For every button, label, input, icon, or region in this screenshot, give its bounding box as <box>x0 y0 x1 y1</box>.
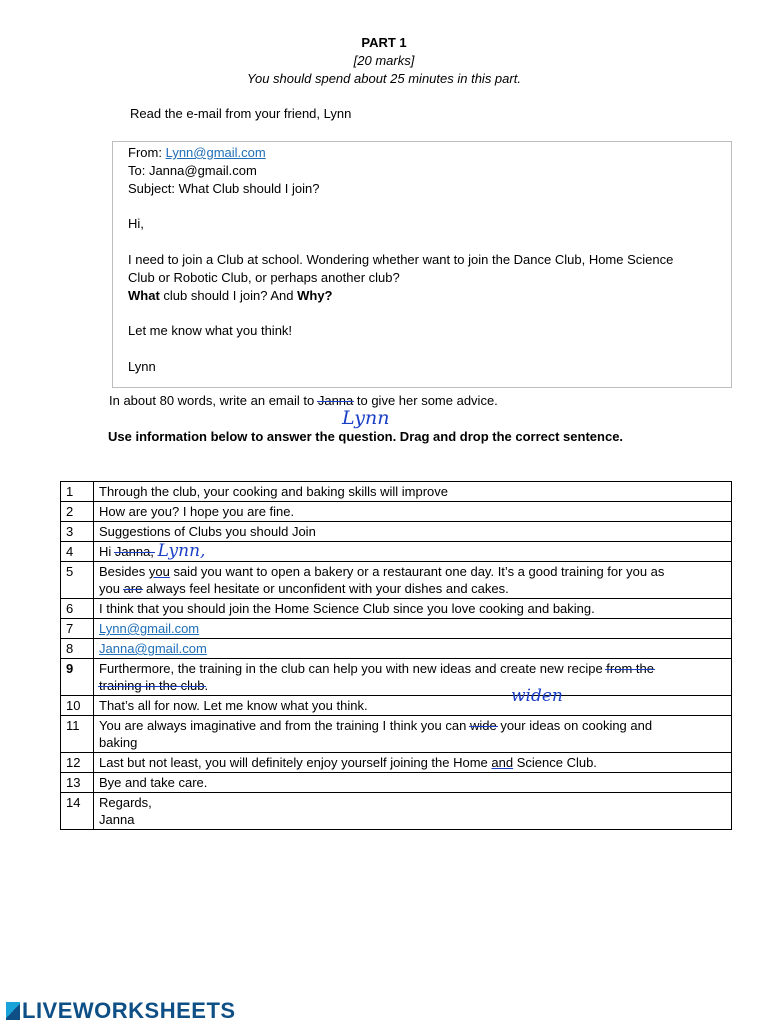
row-number: 10 <box>61 696 94 716</box>
row-text-part: Furthermore, the training in the club can help you with new ideas and create new recipe <box>99 661 607 676</box>
table-row[interactable] <box>61 753 732 773</box>
row-number: 2 <box>61 502 94 522</box>
email-question <box>128 288 333 303</box>
time-instruction: You should spend about 25 minutes in this part. <box>247 71 521 86</box>
email-from <box>128 145 266 160</box>
row-text-part: Janna <box>99 812 135 827</box>
table-row[interactable] <box>61 502 732 522</box>
email-signature: Lynn <box>128 359 156 374</box>
email-question-why: Why? <box>297 288 333 303</box>
row-sentence[interactable] <box>94 619 732 639</box>
email-to: To: Janna@gmail.com <box>128 163 257 178</box>
sentence-table <box>60 481 732 830</box>
row-number: 3 <box>61 522 94 542</box>
table-row[interactable] <box>61 639 732 659</box>
liveworksheets-logo <box>6 998 236 1024</box>
row-text-part: Last but not least, you will definitely enjoy yourself joining the Home <box>99 755 492 770</box>
row-sentence[interactable] <box>94 753 732 773</box>
task-before: In about 80 words, write an email to <box>109 393 318 408</box>
row-email-link[interactable]: Janna@gmail.com <box>99 641 207 656</box>
email-closing: Let me know what you think! <box>128 323 293 338</box>
row-text-part: baking <box>99 735 138 750</box>
row-struck-name: Janna, <box>114 544 154 559</box>
task-struck-name: Janna <box>317 393 354 408</box>
row-sentence[interactable] <box>94 793 732 830</box>
row-sentence[interactable] <box>94 716 732 753</box>
row-number: 12 <box>61 753 94 773</box>
row-sentence[interactable]: Bye and take care. <box>94 773 732 793</box>
row-text-part: you <box>99 581 124 596</box>
row-number: 8 <box>61 639 94 659</box>
row-sentence[interactable]: Suggestions of Clubs you should Join <box>94 522 732 542</box>
row-text-part: Besides <box>99 564 149 579</box>
row-text-part: your ideas on cooking and <box>496 718 653 733</box>
row-sentence[interactable] <box>94 562 732 599</box>
table-row[interactable] <box>61 522 732 542</box>
row-text-part: always feel hesitate or unconfident with your dishes and cakes. <box>142 581 509 596</box>
row-text-part: You are always imaginative and from the training I think you can <box>99 718 470 733</box>
row-struck-word: are <box>123 581 143 596</box>
table-row[interactable] <box>61 773 732 793</box>
liveworksheets-logo-text: LIVEWORKSHEETS <box>22 998 236 1023</box>
row-greeting-prefix: Hi <box>99 544 115 559</box>
table-row[interactable] <box>61 482 732 502</box>
row-handwritten-name: Lynn, <box>157 541 206 561</box>
row-sentence[interactable]: How are you? I hope you are fine. <box>94 502 732 522</box>
row-text-part: Science Club. <box>513 755 597 770</box>
email-intro: Read the e-mail from your friend, Lynn <box>130 106 352 121</box>
row-text-part: . <box>204 678 209 693</box>
row-sentence[interactable] <box>94 542 732 562</box>
row-struck-word: wide <box>469 718 497 733</box>
part-title: PART 1 <box>361 35 407 50</box>
row-sentence[interactable]: Through the club, your cooking and baking skills will improve <box>94 482 732 502</box>
email-body-line-2: Club or Robotic Club, or perhaps another club? <box>128 270 400 285</box>
email-subject: Subject: What Club should I join? <box>128 181 320 196</box>
liveworksheets-logo-icon <box>6 1002 20 1020</box>
marks-label: [20 marks] <box>353 53 415 68</box>
email-question-what: What <box>128 288 160 303</box>
row-number: 6 <box>61 599 94 619</box>
table-row[interactable] <box>61 716 732 753</box>
row-number: 5 <box>61 562 94 599</box>
row-number: 9 <box>61 659 94 696</box>
email-from-label: From: <box>128 145 162 160</box>
row-underlined-word: and <box>491 755 514 770</box>
email-from-address[interactable]: Lynn@gmail.com <box>165 145 266 160</box>
row-struck-phrase: from the <box>606 661 654 676</box>
task-handwritten-correction: Lynn <box>342 407 390 429</box>
row-sentence[interactable]: I think that you should join the Home Science Club since you love cooking and baking. <box>94 599 732 619</box>
table-row[interactable] <box>61 659 732 696</box>
email-box <box>112 141 732 388</box>
task-after: to give her some advice. <box>353 393 498 408</box>
email-box-left-edge <box>112 142 113 387</box>
row-number: 4 <box>61 542 94 562</box>
drag-instruction: Use information below to answer the question. Drag and drop the correct sentence. <box>108 429 624 444</box>
email-greeting: Hi, <box>128 216 144 231</box>
row-sentence[interactable] <box>94 639 732 659</box>
row-text-part: Regards, <box>99 795 152 810</box>
table-row[interactable] <box>61 793 732 830</box>
row-number: 7 <box>61 619 94 639</box>
table-row[interactable] <box>61 562 732 599</box>
row-sentence[interactable]: That’s all for now. Let me know what you think. <box>94 696 732 716</box>
row-number: 11 <box>61 716 94 753</box>
table-row[interactable] <box>61 599 732 619</box>
row-text-part: said you want to open a bakery or a restaurant one day. It’s a good training for you as <box>169 564 665 579</box>
email-body-line-1: I need to join a Club at school. Wondering whether want to join the Dance Club, Home Science <box>128 252 674 267</box>
row-email-link[interactable]: Lynn@gmail.com <box>99 621 200 636</box>
row-number: 13 <box>61 773 94 793</box>
table-row[interactable] <box>61 619 732 639</box>
row-struck-phrase: training in the club <box>99 678 205 693</box>
table-row[interactable] <box>61 542 732 562</box>
row-11-handwritten-correction: widen <box>511 686 563 706</box>
row-number: 1 <box>61 482 94 502</box>
row-sentence[interactable] <box>94 659 732 696</box>
row-number: 14 <box>61 793 94 830</box>
row-underlined-word: you <box>148 564 170 579</box>
task-instruction <box>109 393 498 408</box>
table-row[interactable] <box>61 696 732 716</box>
email-question-mid: club should I join? And <box>159 288 298 303</box>
